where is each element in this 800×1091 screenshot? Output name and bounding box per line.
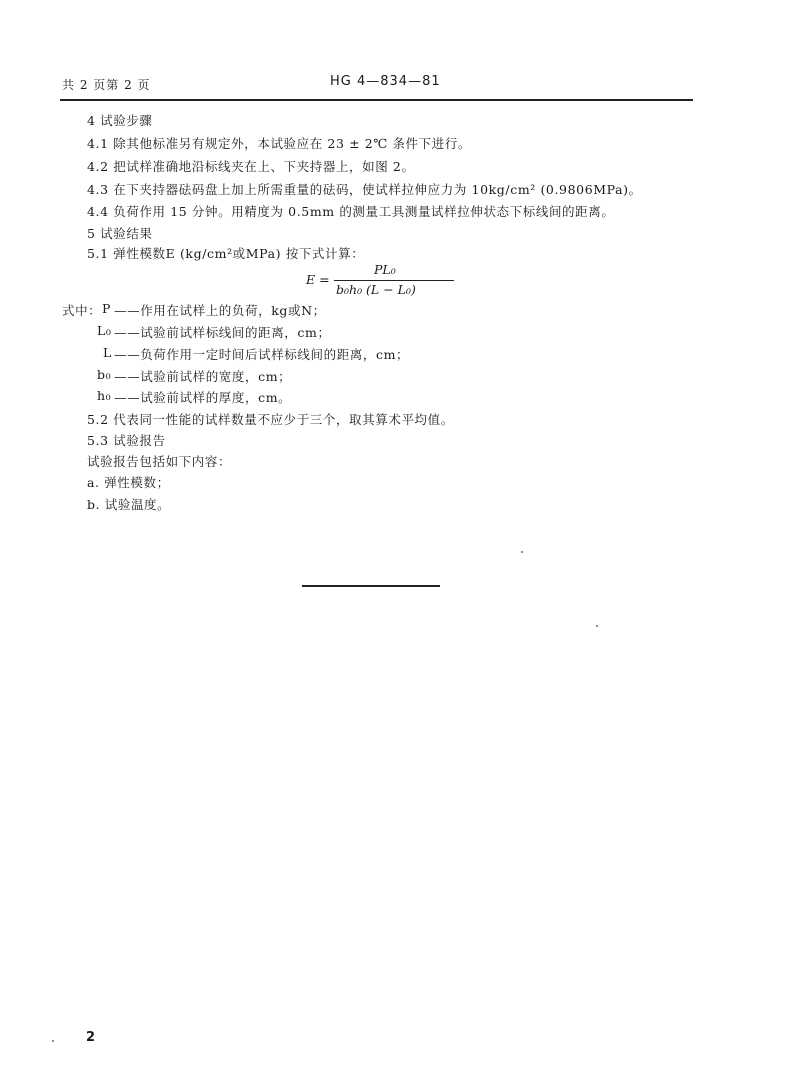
var-symbol-l0: L₀ bbox=[97, 323, 112, 338]
var-desc-h0: ——试验前试样的厚度，cm。 bbox=[114, 390, 292, 405]
var-desc-p: ——作用在试样上的负荷，kg或N； bbox=[114, 303, 326, 318]
report-item-b: b. 试验温度。 bbox=[87, 497, 171, 512]
var-desc-l: ——负荷作用一定时间后试样标线间的距离，cm； bbox=[114, 347, 410, 362]
clause-5-2: 5.2 代表同一性能的试样数量不应少于三个，取其算术平均值。 bbox=[87, 412, 454, 427]
page-count-label: 共 2 页第 2 页 bbox=[62, 78, 151, 92]
section-5-title: 5 试验结果 bbox=[87, 226, 153, 241]
clause-5-3: 5.3 试验报告 bbox=[87, 433, 166, 448]
header-rule bbox=[60, 99, 693, 101]
clause-4-2: 4.2 把试样准确地沿标线夹在上、下夹持器上，如图 2。 bbox=[87, 159, 415, 174]
var-symbol-l: L bbox=[103, 345, 112, 360]
end-rule bbox=[302, 585, 440, 587]
clause-5-1: 5.1 弹性模数E (kg/cm²或MPa) 按下式计算： bbox=[87, 246, 365, 261]
var-symbol-h0: h₀ bbox=[97, 388, 112, 403]
formula-lhs: E = bbox=[306, 272, 330, 287]
scan-speck bbox=[596, 625, 598, 627]
scan-speck bbox=[521, 551, 523, 553]
var-desc-l0: ——试验前试样标线间的距离，cm； bbox=[114, 325, 331, 340]
formula-numerator: PL₀ bbox=[374, 262, 396, 277]
where-label: 式中： bbox=[62, 303, 102, 318]
page-number: 2 bbox=[86, 1030, 96, 1045]
formula-denominator: b₀h₀ (L − L₀) bbox=[336, 282, 416, 297]
section-4-title: 4 试验步骤 bbox=[87, 113, 153, 128]
fraction-bar bbox=[334, 280, 454, 281]
report-item-a: a. 弹性模数； bbox=[87, 475, 170, 490]
standard-code: HG 4—834—81 bbox=[330, 74, 441, 89]
var-symbol-p: P bbox=[102, 301, 112, 316]
clause-4-3: 4.3 在下夹持器砝码盘上加上所需重量的砝码，使试样拉伸应力为 10kg/cm² (0.9806MPa)。 bbox=[87, 182, 642, 197]
var-symbol-b0: b₀ bbox=[97, 367, 112, 382]
report-intro: 试验报告包括如下内容： bbox=[87, 454, 232, 469]
var-desc-b0: ——试验前试样的宽度，cm； bbox=[114, 369, 292, 384]
clause-4-4: 4.4 负荷作用 15 分钟。用精度为 0.5mm 的测量工具测量试样拉伸状态下标线间的距离。 bbox=[87, 204, 615, 219]
clause-4-1: 4.1 除其他标准另有规定外，本试验应在 23 ± 2℃ 条件下进行。 bbox=[87, 136, 472, 151]
scan-speck bbox=[52, 1040, 54, 1042]
